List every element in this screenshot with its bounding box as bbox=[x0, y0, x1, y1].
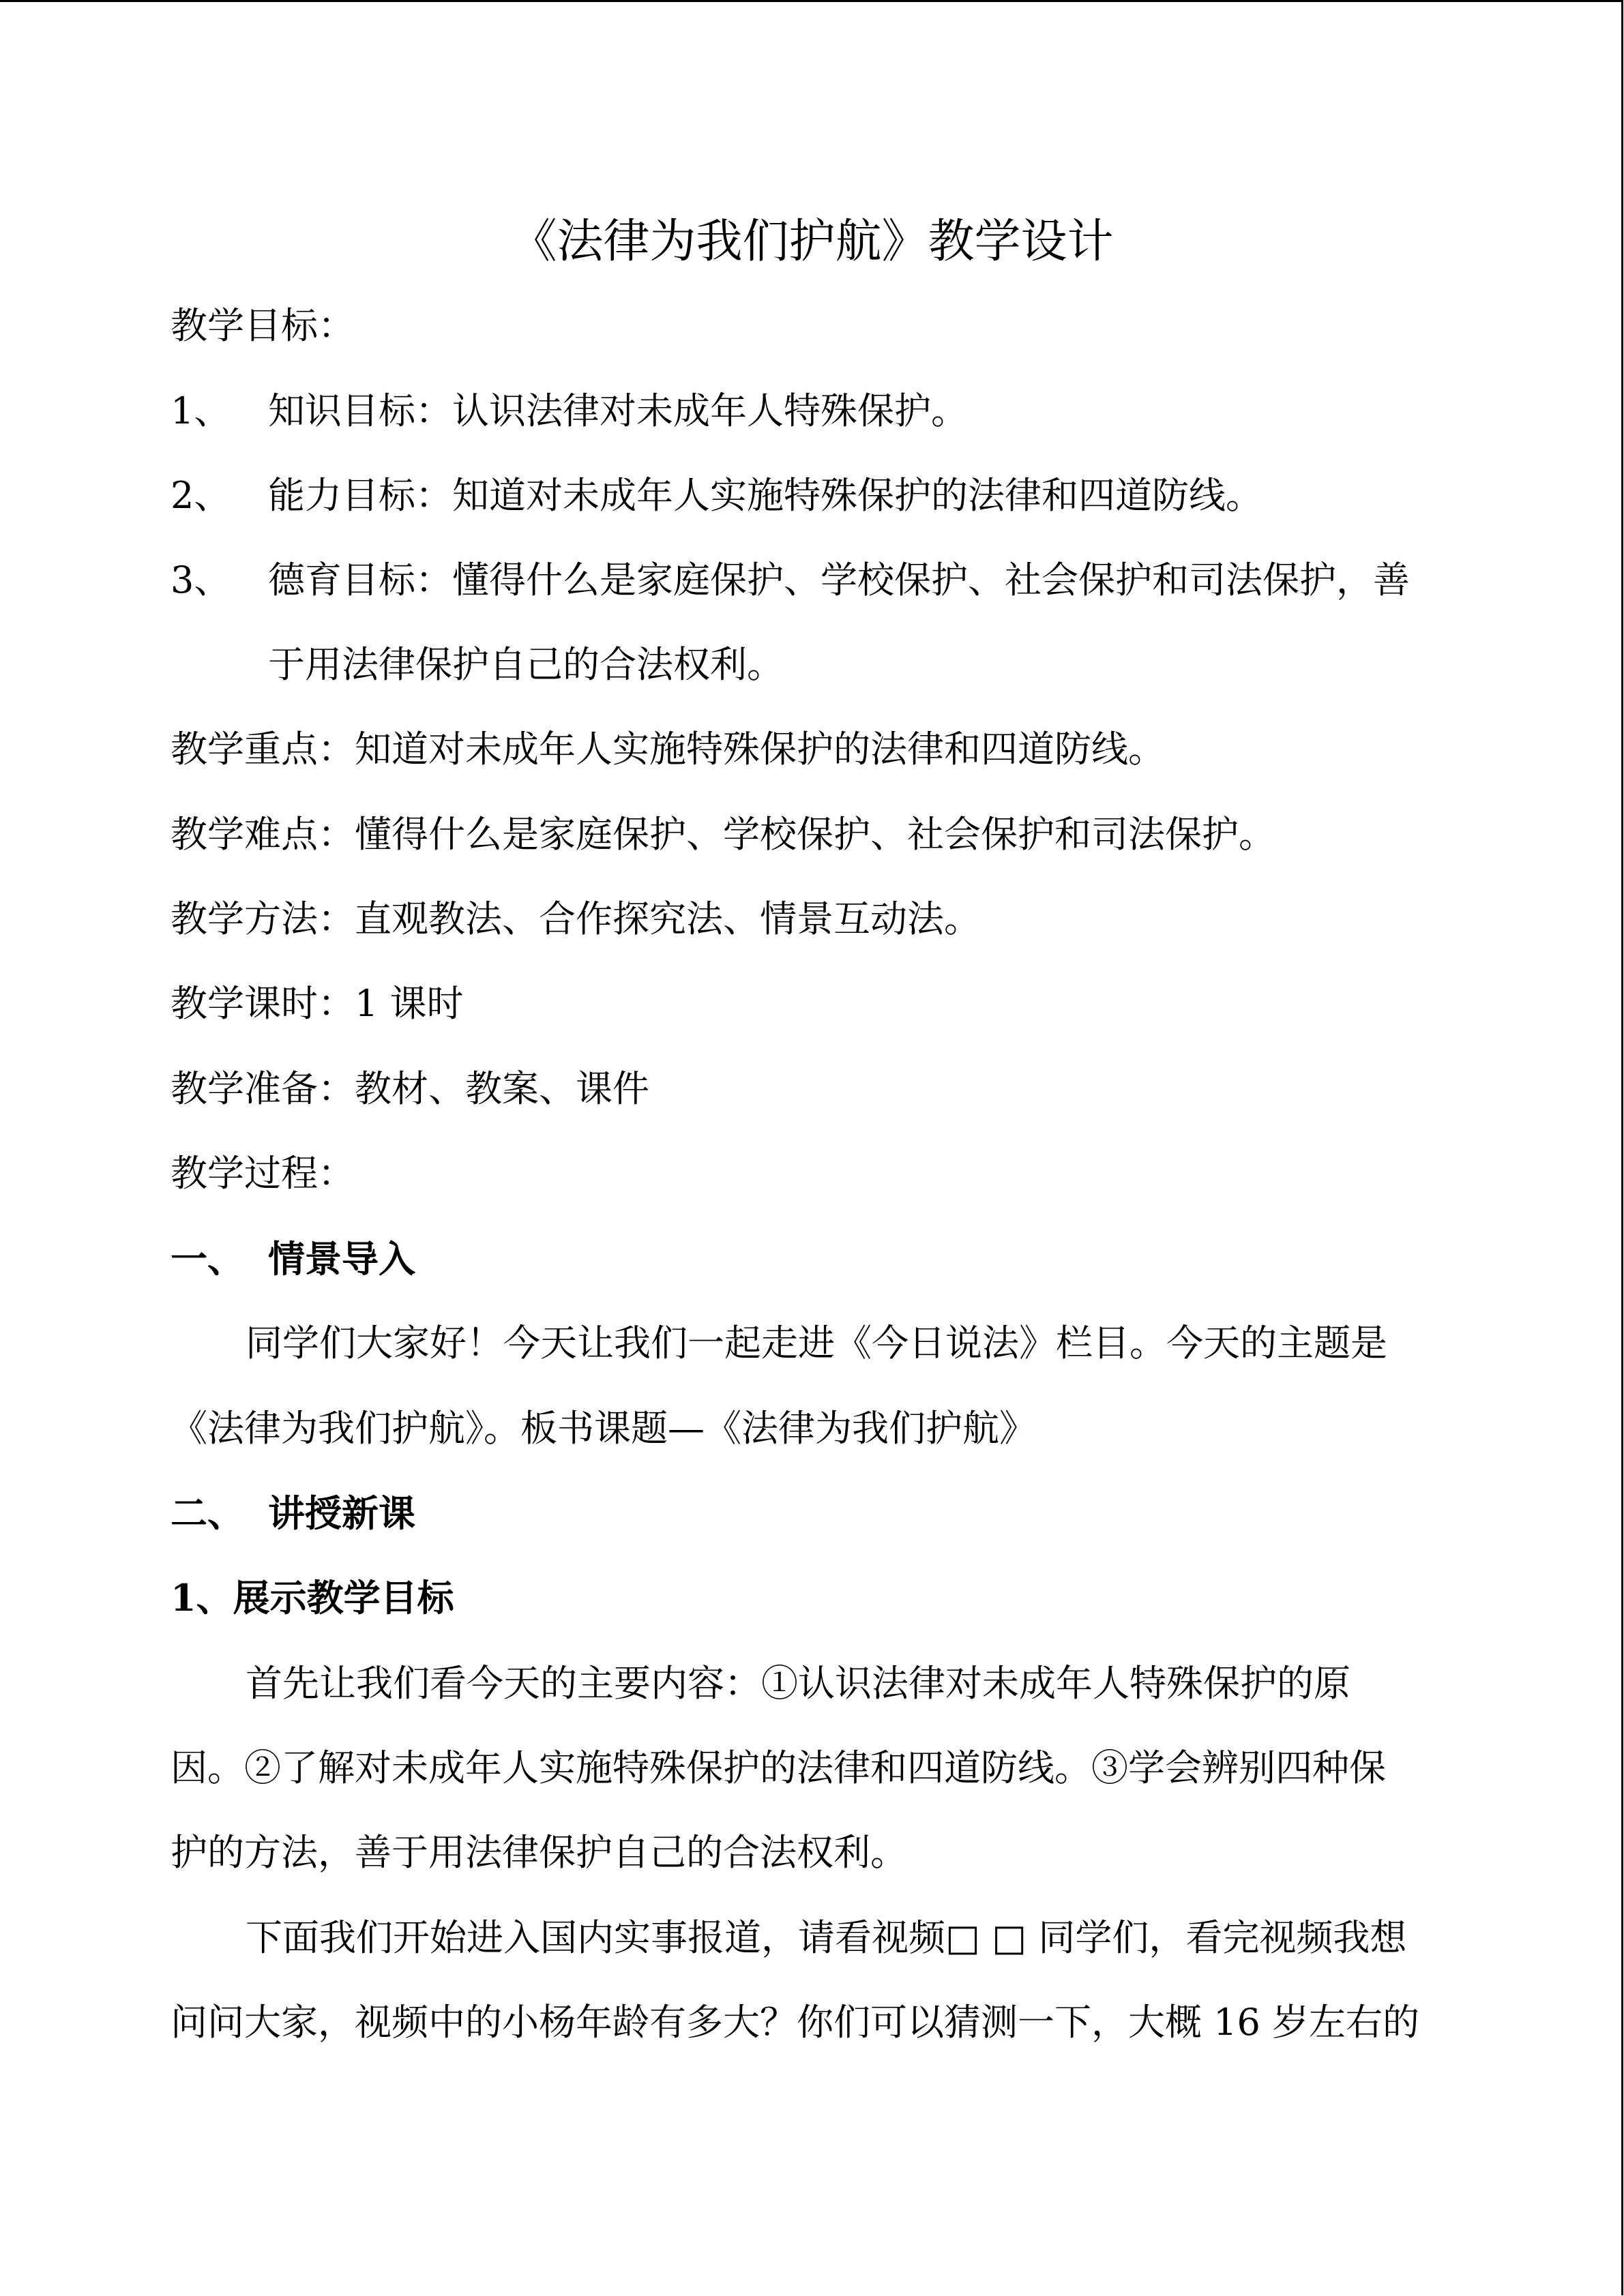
key-point: 教学重点：知道对未成年人实施特殊保护的法律和四道防线。 bbox=[171, 728, 1165, 771]
subsection-1-title: 1、展示教学目标 bbox=[171, 1576, 454, 1620]
class-hours: 教学课时：1 课时 bbox=[171, 982, 464, 1025]
methods: 教学方法：直观教法、合作探究法、情景互动法。 bbox=[171, 897, 981, 940]
objective-3-text: 德育目标：懂得什么是家庭保护、学校保护、社会保护和司法保护，善 bbox=[268, 558, 1410, 601]
section-1-title: 情景导入 bbox=[268, 1237, 415, 1281]
objective-1-text: 知识目标：认识法律对未成年人特殊保护。 bbox=[268, 389, 968, 432]
preparation: 教学准备：教材、教案、课件 bbox=[171, 1067, 649, 1110]
difficulty: 教学难点：懂得什么是家庭保护、学校保护、社会保护和司法保护。 bbox=[171, 813, 1275, 856]
paragraph-2-line-2: 因。②了解对未成年人实施特殊保护的法律和四道防线。③学会辨别四种保 bbox=[171, 1746, 1386, 1789]
objective-1-number: 1、 bbox=[171, 389, 231, 432]
paragraph-3-line-2: 问问大家，视频中的小杨年龄有多大？你们可以猜测一下，大概 16 岁左右的 bbox=[171, 2001, 1420, 2044]
paragraph-3-line-1: 下面我们开始进入国内实事报道，请看视频□ □ 同学们，看完视频我想 bbox=[246, 1916, 1407, 1959]
process-heading: 教学过程： bbox=[171, 1152, 355, 1195]
section-1-number: 一、 bbox=[171, 1237, 244, 1281]
document-title: 《法律为我们护航》教学设计 bbox=[510, 215, 1114, 269]
objective-2-text: 能力目标：知道对未成年人实施特殊保护的法律和四道防线。 bbox=[268, 474, 1263, 517]
section-1-paragraph-line-2: 《法律为我们护航》。板书课题—《法律为我们护航》 bbox=[171, 1407, 1036, 1450]
section-1-paragraph-line-1: 同学们大家好！今天让我们一起走进《今日说法》栏目。今天的主题是 bbox=[246, 1322, 1387, 1365]
objective-3-number: 3、 bbox=[171, 558, 231, 601]
objective-3-continuation: 于用法律保护自己的合法权利。 bbox=[268, 643, 784, 686]
paragraph-2-line-1: 首先让我们看今天的主要内容：①认识法律对未成年人特殊保护的原 bbox=[246, 1662, 1350, 1705]
objectives-heading: 教学目标： bbox=[171, 304, 355, 347]
section-2-number: 二、 bbox=[171, 1491, 244, 1535]
paragraph-2-line-3: 护的方法，善于用法律保护自己的合法权利。 bbox=[171, 1831, 907, 1874]
section-2-title: 讲授新课 bbox=[268, 1491, 415, 1535]
objective-2-number: 2、 bbox=[171, 474, 231, 517]
